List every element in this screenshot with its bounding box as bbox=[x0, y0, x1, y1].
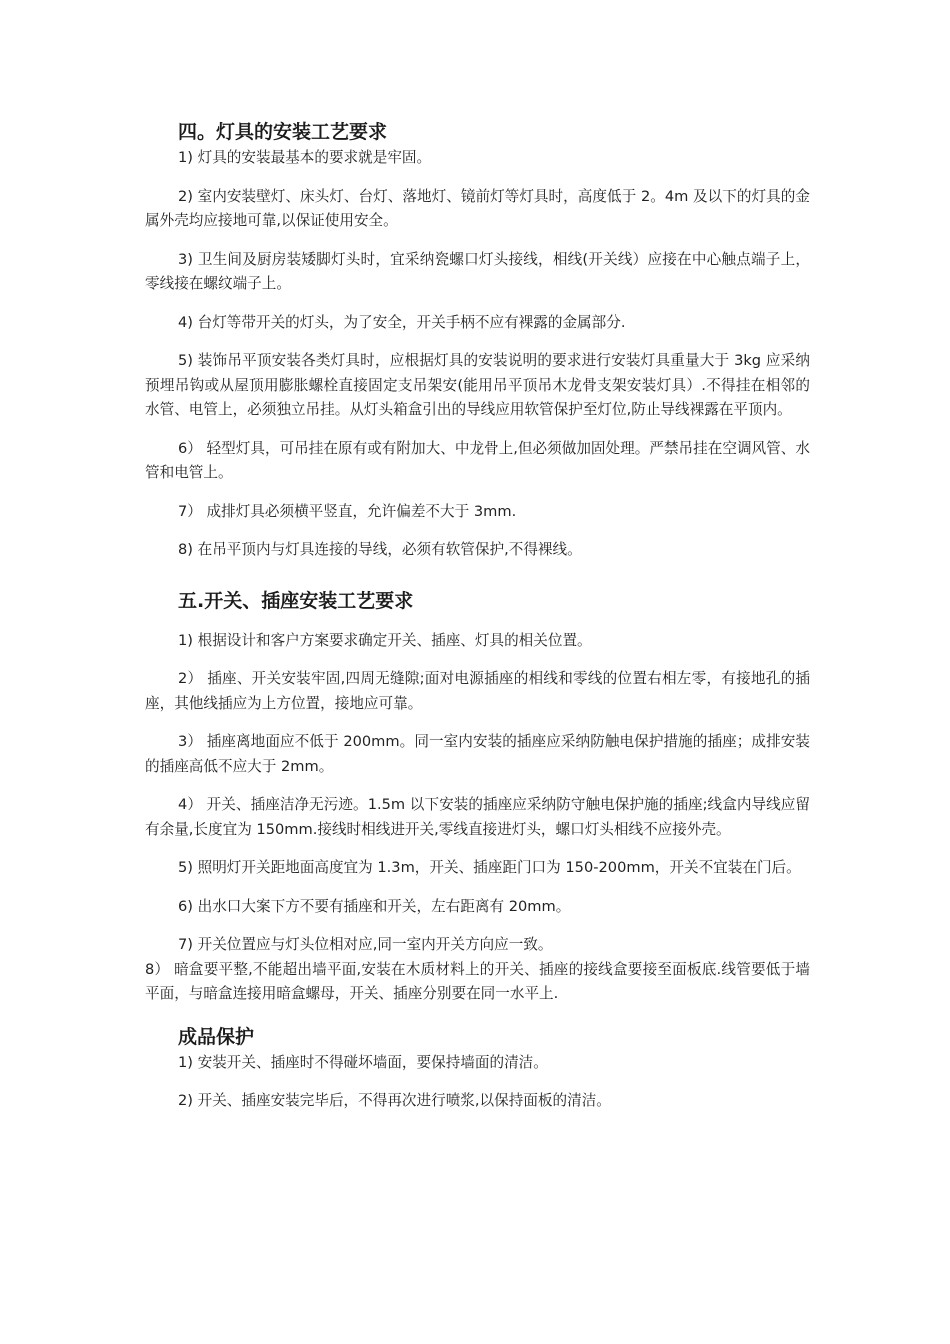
paragraph: 6） 轻型灯具，可吊挂在原有或有附加大、中龙骨上,但必须做加固处理。严禁吊挂在空调风管、水管和电管上。 bbox=[145, 439, 810, 481]
paragraph: 2） 插座、开关安装牢固,四周无缝隙;面对电源插座的相线和零线的位置右相左零，有接地孔的插座，其他线插应为上方位置，接地应可靠。 bbox=[145, 670, 810, 712]
paragraph: 4） 开关、插座洁净无污迹。1.5m 以下安装的插座应采纳防守触电保护施的插座;线盒内导线应留有余量,长度宜为 150mm.接线时相线进开关,零线直接进灯头，螺口灯头相线不应接外壳。 bbox=[145, 796, 810, 838]
paragraph: 4) 台灯等带开关的灯头，为了安全，开关手柄不应有裸露的金属部分. bbox=[178, 313, 626, 331]
paragraph: 5) 照明灯开关距地面高度宜为 1.3m，开关、插座距门口为 150-200mm，开关不宜装在门后。 bbox=[178, 859, 801, 876]
paragraph: 7） 成排灯具必须横平竖直，允许偏差不大于 3mm. bbox=[178, 502, 517, 520]
paragraph: 6) 出水口大案下方不要有插座和开关，左右距离有 20mm。 bbox=[178, 897, 571, 915]
paragraph: 1) 安装开关、插座时不得碰坏墙面，要保持墙面的清洁。 bbox=[178, 1053, 548, 1071]
paragraph: 3） 插座离地面应不低于 200mm。同一室内安装的插座应采纳防触电保护措施的插座；成排安装的插座高低不应大于 2mm。 bbox=[145, 733, 810, 775]
paragraph: 5) 装饰吊平顶安装各类灯具时，应根据灯具的安装说明的要求进行安装灯具重量大于 3kg 应采纳预埋吊钩或从屋顶用膨胀螺栓直接固定支吊架安(能用吊平顶吊木龙骨支架安装灯具）.不得挂在相邻的水管、电管上，必须独立吊挂。从灯头箱盒引出的导线应用软管保护至灯位,防止导线裸露在平顶内。 bbox=[145, 352, 810, 418]
paragraph: 8) 在吊平顶内与灯具连接的导线，必须有软管保护,不得裸线。 bbox=[178, 541, 582, 558]
paragraph: 1) 灯具的安装最基本的要求就是牢固。 bbox=[178, 149, 432, 166]
section-title-lighting: 四。灯具的安装工艺要求 bbox=[178, 121, 388, 143]
paragraph: 2) 室内安装壁灯、床头灯、台灯、落地灯、镜前灯等灯具时，高度低于 2。4m 及以下的灯具的金属外壳均应接地可靠,以保证使用安全。 bbox=[145, 187, 810, 229]
paragraph: 1) 根据设计和客户方案要求确定开关、插座、灯具的相关位置。 bbox=[178, 631, 592, 649]
paragraph: 2) 开关、插座安装完毕后，不得再次进行喷浆,以保持面板的清洁。 bbox=[178, 1092, 611, 1109]
section-title-protection: 成品保护 bbox=[178, 1025, 255, 1048]
paragraph: 8） 暗盒要平整,不能超出墙平面,安装在木质材料上的开关、插座的接线盒要接至面板底.线管要低于墙平面，与暗盒连接用暗盒螺母，开关、插座分别要在同一水平上. bbox=[145, 960, 810, 1002]
document-page bbox=[145, 118, 810, 1114]
paragraph: 7) 开关位置应与灯头位相对应,同一室内开关方向应一致。 bbox=[178, 936, 553, 953]
paragraph: 3) 卫生间及厨房装矮脚灯头时，宜采纳瓷螺口灯头接线，相线(开关线）应接在中心触点端子上，零线接在螺纹端子上。 bbox=[145, 250, 810, 292]
section-title-switches: 五.开关、插座安装工艺要求 bbox=[178, 589, 414, 612]
